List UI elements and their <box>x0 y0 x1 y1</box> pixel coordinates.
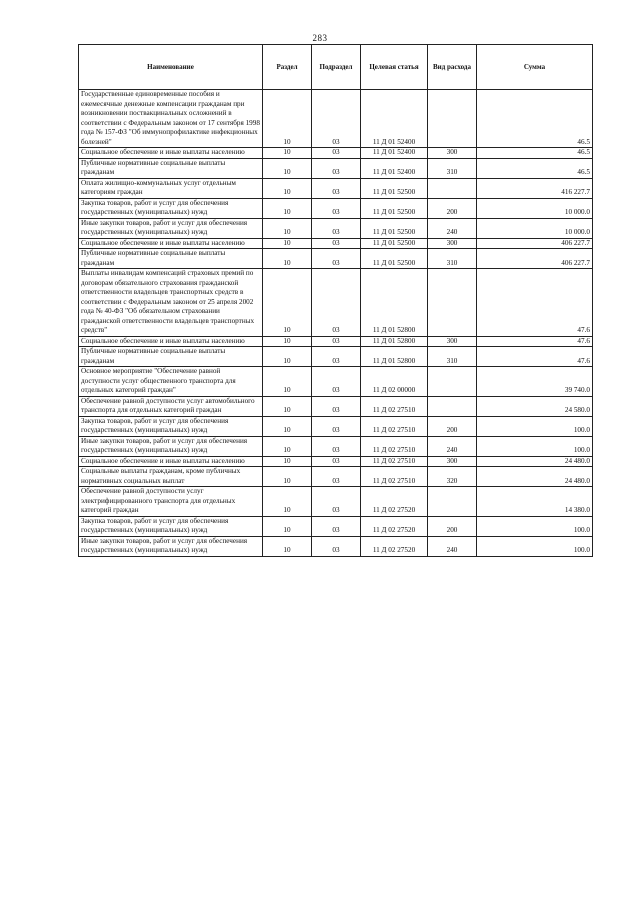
table-row <box>79 536 593 556</box>
cell-name: Оплата жилищно-коммунальных услуг отдельным категориям граждан <box>79 178 263 198</box>
header-expense-type: Вид расхода <box>428 45 477 90</box>
table-row <box>79 218 593 238</box>
cell-section: 10 <box>263 487 312 517</box>
cell-target-article: 11 Д 01 52400 <box>361 90 428 148</box>
cell-target-article: 11 Д 01 52800 <box>361 269 428 337</box>
cell-name: Обеспечение равной доступности услуг автомобильного транспорта для отдельных категорий граждан <box>79 396 263 416</box>
cell-section: 10 <box>263 467 312 487</box>
cell-section: 10 <box>263 90 312 148</box>
cell-sum: 46.5 <box>477 158 593 178</box>
cell-target-article: 11 Д 01 52400 <box>361 148 428 159</box>
header-section: Раздел <box>263 45 312 90</box>
cell-name: Социальное обеспечение и иные выплаты населению <box>79 148 263 159</box>
cell-name: Публичные нормативные социальные выплаты гражданам <box>79 158 263 178</box>
cell-sum: 47.6 <box>477 269 593 337</box>
cell-subsection: 03 <box>312 218 361 238</box>
cell-sum: 100.0 <box>477 416 593 436</box>
cell-sum: 406 227.7 <box>477 249 593 269</box>
table-row <box>79 238 593 249</box>
table-row <box>79 416 593 436</box>
cell-subsection: 03 <box>312 536 361 556</box>
cell-sum: 24 580.0 <box>477 396 593 416</box>
cell-expense-type: 240 <box>428 436 477 456</box>
cell-sum: 10 000.0 <box>477 198 593 218</box>
cell-target-article: 11 Д 02 27510 <box>361 467 428 487</box>
cell-sum: 47.6 <box>477 347 593 367</box>
cell-expense-type: 240 <box>428 218 477 238</box>
cell-name: Социальное обеспечение и иные выплаты населению <box>79 336 263 347</box>
cell-sum: 406 227.7 <box>477 238 593 249</box>
cell-expense-type: 200 <box>428 416 477 436</box>
cell-name: Социальное обеспечение и иные выплаты населению <box>79 238 263 249</box>
cell-expense-type: 310 <box>428 249 477 269</box>
cell-section: 10 <box>263 347 312 367</box>
cell-section: 10 <box>263 456 312 467</box>
cell-target-article: 11 Д 02 27510 <box>361 456 428 467</box>
cell-expense-type: 300 <box>428 148 477 159</box>
cell-section: 10 <box>263 148 312 159</box>
table-row <box>79 178 593 198</box>
cell-subsection: 03 <box>312 416 361 436</box>
cell-subsection: 03 <box>312 238 361 249</box>
cell-expense-type: 300 <box>428 336 477 347</box>
cell-sum: 416 227.7 <box>477 178 593 198</box>
cell-subsection: 03 <box>312 336 361 347</box>
cell-expense-type: 300 <box>428 238 477 249</box>
table-row <box>79 249 593 269</box>
cell-section: 10 <box>263 249 312 269</box>
cell-name: Иные закупки товаров, работ и услуг для обеспечения государственных (муниципальных) нужд <box>79 436 263 456</box>
cell-section: 10 <box>263 336 312 347</box>
cell-name: Закупка товаров, работ и услуг для обеспечения государственных (муниципальных) нужд <box>79 516 263 536</box>
cell-section: 10 <box>263 158 312 178</box>
cell-expense-type <box>428 487 477 517</box>
cell-name: Публичные нормативные социальные выплаты гражданам <box>79 347 263 367</box>
cell-expense-type: 320 <box>428 467 477 487</box>
cell-subsection: 03 <box>312 396 361 416</box>
table-row <box>79 269 593 337</box>
page-number: 283 <box>312 33 328 43</box>
cell-target-article: 11 Д 01 52500 <box>361 218 428 238</box>
cell-subsection: 03 <box>312 249 361 269</box>
cell-subsection: 03 <box>312 198 361 218</box>
cell-section: 10 <box>263 436 312 456</box>
cell-target-article: 11 Д 02 27520 <box>361 487 428 517</box>
table-row <box>79 396 593 416</box>
cell-expense-type: 300 <box>428 456 477 467</box>
cell-expense-type <box>428 367 477 397</box>
cell-section: 10 <box>263 396 312 416</box>
cell-name: Иные закупки товаров, работ и услуг для обеспечения государственных (муниципальных) нужд <box>79 536 263 556</box>
cell-name: Закупка товаров, работ и услуг для обеспечения государственных (муниципальных) нужд <box>79 416 263 436</box>
cell-subsection: 03 <box>312 516 361 536</box>
cell-target-article: 11 Д 01 52500 <box>361 238 428 249</box>
cell-subsection: 03 <box>312 158 361 178</box>
cell-name: Основное мероприятие "Обеспечение равной доступности услуг общественного транспорта для отдельных категорий граждан" <box>79 367 263 397</box>
cell-sum: 24 480.0 <box>477 467 593 487</box>
cell-target-article: 11 Д 01 52500 <box>361 198 428 218</box>
cell-section: 10 <box>263 238 312 249</box>
cell-expense-type: 310 <box>428 158 477 178</box>
cell-subsection: 03 <box>312 90 361 148</box>
header-subsection: Подраздел <box>312 45 361 90</box>
cell-name: Закупка товаров, работ и услуг для обеспечения государственных (муниципальных) нужд <box>79 198 263 218</box>
cell-subsection: 03 <box>312 347 361 367</box>
cell-expense-type: 240 <box>428 536 477 556</box>
cell-section: 10 <box>263 516 312 536</box>
cell-target-article: 11 Д 01 52400 <box>361 158 428 178</box>
cell-sum: 46.5 <box>477 90 593 148</box>
cell-section: 10 <box>263 269 312 337</box>
cell-name: Социальные выплаты гражданам, кроме публичных нормативных социальных выплат <box>79 467 263 487</box>
cell-sum: 47.6 <box>477 336 593 347</box>
cell-subsection: 03 <box>312 269 361 337</box>
cell-expense-type: 200 <box>428 198 477 218</box>
cell-sum: 100.0 <box>477 516 593 536</box>
cell-target-article: 11 Д 01 52800 <box>361 336 428 347</box>
cell-expense-type: 200 <box>428 516 477 536</box>
cell-section: 10 <box>263 416 312 436</box>
cell-target-article: 11 Д 02 27520 <box>361 516 428 536</box>
header-sum: Сумма <box>477 45 593 90</box>
cell-target-article: 11 Д 02 27510 <box>361 416 428 436</box>
cell-name: Обеспечение равной доступности услуг электрифицированного транспорта для отдельных категорий граждан <box>79 487 263 517</box>
cell-subsection: 03 <box>312 467 361 487</box>
header-row <box>79 45 593 90</box>
table-row <box>79 487 593 517</box>
cell-subsection: 03 <box>312 148 361 159</box>
cell-sum: 39 740.0 <box>477 367 593 397</box>
cell-sum: 10 000.0 <box>477 218 593 238</box>
budget-table <box>78 44 593 557</box>
header-target-article: Целевая статья <box>361 45 428 90</box>
cell-subsection: 03 <box>312 178 361 198</box>
cell-subsection: 03 <box>312 487 361 517</box>
cell-expense-type <box>428 178 477 198</box>
cell-section: 10 <box>263 536 312 556</box>
cell-sum: 46.5 <box>477 148 593 159</box>
cell-expense-type: 310 <box>428 347 477 367</box>
cell-sum: 100.0 <box>477 536 593 556</box>
cell-name: Государственные единовременные пособия и ежемесячные денежные компенсации гражданам при возникновении поствакцинальных осложнений в соответствии с Федеральным законом от 17 сентября 1998 года № 157-ФЗ "Об иммунопрофилактике инфекционных болезней" <box>79 90 263 148</box>
table-row <box>79 158 593 178</box>
cell-subsection: 03 <box>312 456 361 467</box>
table-row <box>79 148 593 159</box>
table-row <box>79 367 593 397</box>
cell-section: 10 <box>263 198 312 218</box>
cell-expense-type <box>428 269 477 337</box>
table-row <box>79 90 593 148</box>
table-row <box>79 467 593 487</box>
table-row <box>79 436 593 456</box>
cell-target-article: 11 Д 02 27510 <box>361 396 428 416</box>
cell-section: 10 <box>263 178 312 198</box>
cell-sum: 24 480.0 <box>477 456 593 467</box>
cell-section: 10 <box>263 218 312 238</box>
cell-expense-type <box>428 90 477 148</box>
cell-sum: 14 380.0 <box>477 487 593 517</box>
table-row <box>79 456 593 467</box>
cell-target-article: 11 Д 02 27510 <box>361 436 428 456</box>
cell-name: Публичные нормативные социальные выплаты гражданам <box>79 249 263 269</box>
table-row <box>79 347 593 367</box>
cell-expense-type <box>428 396 477 416</box>
cell-target-article: 11 Д 01 52500 <box>361 249 428 269</box>
header-name: Наименование <box>79 45 263 90</box>
cell-target-article: 11 Д 02 00000 <box>361 367 428 397</box>
cell-target-article: 11 Д 01 52800 <box>361 347 428 367</box>
cell-sum: 100.0 <box>477 436 593 456</box>
cell-name: Иные закупки товаров, работ и услуг для обеспечения государственных (муниципальных) нужд <box>79 218 263 238</box>
cell-subsection: 03 <box>312 436 361 456</box>
cell-section: 10 <box>263 367 312 397</box>
table-row <box>79 516 593 536</box>
cell-name: Выплаты инвалидам компенсаций страховых премий по договорам обязательного страхования гражданской ответственности владельцев транспортных средств в соответствии с Федеральным законом от 25 апреля 2002 года № 40-ФЗ "Об обязательном страховании гражданской ответственности владельцев транспортных средств" <box>79 269 263 337</box>
cell-target-article: 11 Д 02 27520 <box>361 536 428 556</box>
cell-target-article: 11 Д 01 52500 <box>361 178 428 198</box>
table-row <box>79 198 593 218</box>
cell-name: Социальное обеспечение и иные выплаты населению <box>79 456 263 467</box>
cell-subsection: 03 <box>312 367 361 397</box>
table-row <box>79 336 593 347</box>
